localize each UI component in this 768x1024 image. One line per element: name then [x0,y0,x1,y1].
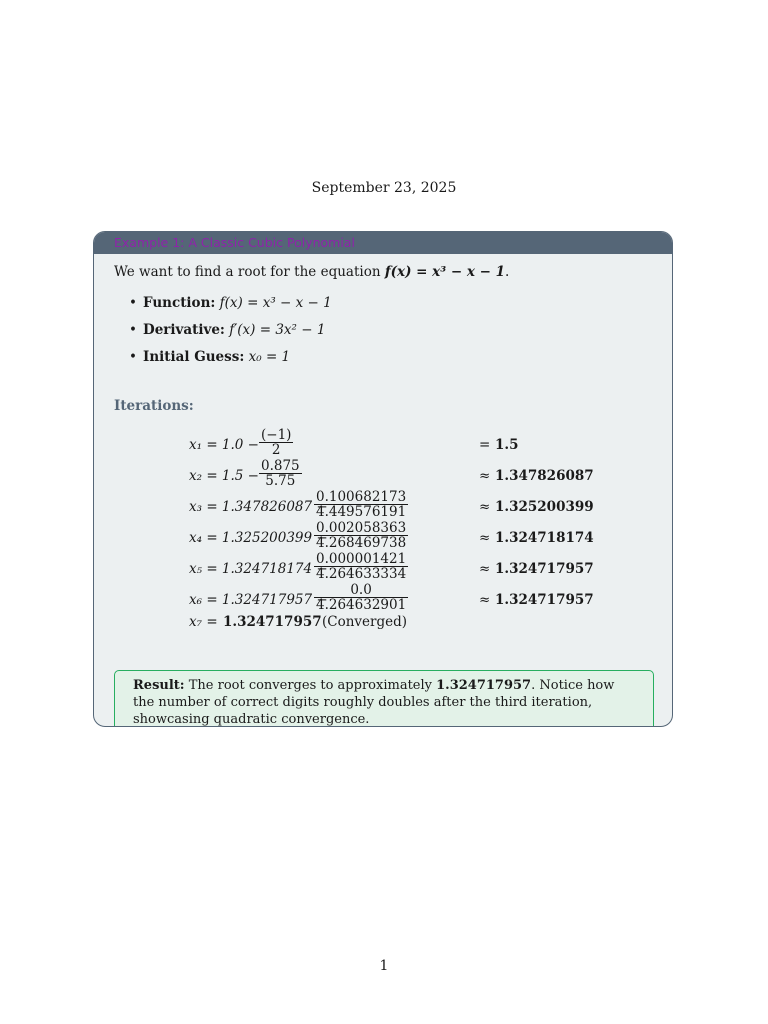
result-box [114,670,654,727]
iteration-result [479,437,519,453]
intro-text: We want to find a root for the equation [114,264,381,280]
bullet-initial-guess: • Initial Guess: x₀ = 1 [129,349,291,365]
fraction-numerator: 0.100682173 [316,489,407,505]
iteration-value: 1.5 [495,437,519,453]
approx-symbol: ≈ [479,592,491,608]
iteration-fraction [314,490,408,519]
iteration-fraction [314,552,408,581]
iteration-result [479,561,594,577]
approx-symbol: = [479,437,491,453]
intro-equation: f(x) = x³ − x − 1 [384,264,505,280]
approx-symbol: ≈ [479,468,491,484]
fraction-denominator: 4.449576191 [316,504,407,520]
iteration-fraction [259,428,293,457]
iteration-row [189,583,659,615]
bullet-derivative: • Derivative: f′(x) = 3x² − 1 [129,322,326,338]
iteration-lhs: x₁ = 1.0 − [189,437,259,453]
iterations-heading: Iterations: [114,398,194,414]
example-box-body [94,254,672,727]
iteration-row [189,552,659,584]
final-note: (Converged) [322,614,408,630]
result-text-2: . Notice how the number of correct digits roughly doubles after the third iteration, showcasing quadratic convergence. [133,678,615,727]
iteration-value: 1.324717957 [495,561,594,577]
iteration-value: 1.325200399 [495,499,594,515]
iteration-value: 1.324717957 [495,592,594,608]
fraction-denominator: 4.264632901 [316,597,407,613]
final-iteration-row [189,612,659,632]
iteration-fraction [314,583,408,612]
iteration-lhs: x₄ = 1.325200399 − [189,530,328,546]
final-lhs: x₇ = [189,614,218,630]
bullet-text: x₀ = 1 [248,349,291,365]
bullet-label: Function: [143,295,216,311]
fraction-numerator: 0.000001421 [316,551,407,567]
approx-symbol: ≈ [479,499,491,515]
result-text-1: The root converges to approximately [188,678,432,693]
bullet-label: Derivative: [143,322,225,338]
fraction-numerator: 0.875 [261,458,300,474]
iteration-value: 1.347826087 [495,468,594,484]
approx-symbol: ≈ [479,561,491,577]
result-value: 1.324717957 [436,678,532,693]
iteration-lhs: x₂ = 1.5 − [189,468,259,484]
iteration-lhs: x₃ = 1.347826087 − [189,499,328,515]
iteration-lhs: x₆ = 1.324717957 − [189,592,328,608]
fraction-numerator: 0.0 [314,583,408,598]
result-label: Result: [133,678,185,693]
iteration-result [479,499,594,515]
fraction-denominator: 5.75 [265,473,296,489]
iteration-value: 1.324718174 [495,530,594,546]
iteration-result [479,530,594,546]
iteration-fraction [314,521,408,550]
example-box [93,231,673,727]
iteration-row [189,459,659,491]
fraction-denominator: 4.264633334 [316,566,407,582]
document-date: September 23, 2025 [311,180,457,196]
fraction-denominator: 4.268469738 [316,535,407,551]
iteration-row [189,521,659,553]
iteration-lhs: x₅ = 1.324718174 − [189,561,328,577]
page-number: 1 [379,958,389,974]
iteration-row [189,490,659,522]
iteration-row [189,428,659,460]
fraction-numerator: 0.002058363 [316,520,407,536]
iteration-result [479,468,594,484]
bullet-function: • Function: f(x) = x³ − x − 1 [129,295,332,311]
bullet-text: f(x) = x³ − x − 1 [219,295,332,311]
fraction-denominator: 2 [271,442,281,458]
fraction-numerator: (−1) [261,427,292,443]
bullet-label: Initial Guess: [143,349,245,365]
example-box-title: Example 1: A Classic Cubic Polynomial [94,232,672,254]
intro-paragraph: We want to find a root for the equation f(x) = x³ − x − 1. [114,264,510,280]
bullet-text: f′(x) = 3x² − 1 [229,322,326,338]
iteration-fraction [259,459,302,488]
final-value: 1.324717957 [223,614,322,630]
iteration-result [479,592,594,608]
approx-symbol: ≈ [479,530,491,546]
